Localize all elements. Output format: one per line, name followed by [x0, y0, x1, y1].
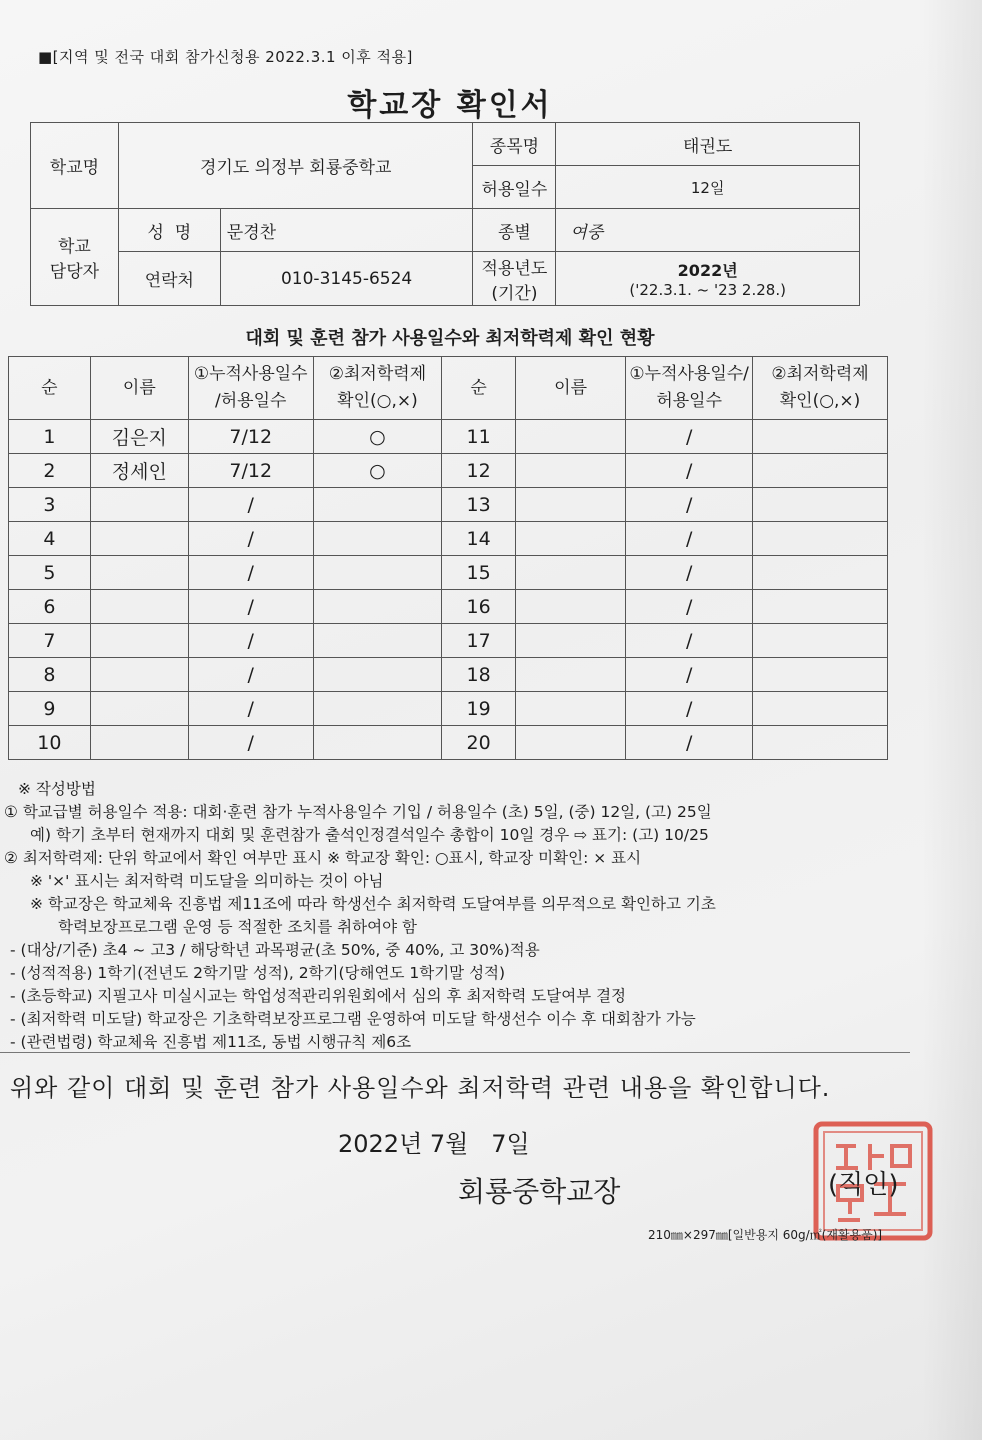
row-days-2: /	[626, 726, 753, 760]
col-name: 이름	[90, 357, 188, 420]
row-name	[90, 624, 188, 658]
row-check-2	[753, 556, 888, 590]
manager-label-line2: 담당자	[49, 262, 100, 282]
year-value	[556, 252, 860, 306]
row-name-2	[515, 658, 625, 692]
row-no: 4	[9, 522, 91, 556]
row-check-2	[753, 488, 888, 522]
row-no: 9	[9, 692, 91, 726]
row-no: 6	[9, 590, 91, 624]
col-days-2	[626, 357, 753, 420]
table-row	[9, 488, 888, 522]
gender-value: 여중	[556, 209, 860, 252]
row-no: 7	[9, 624, 91, 658]
note-line: - (최저학력 미도달) 학교장은 기초학력보장프로그램 운영하여 미도달 학생선수 이수 후 대회참가 가능	[10, 1010, 696, 1028]
row-days-2: /	[626, 624, 753, 658]
col-days-line1: ①누적사용일수	[193, 364, 308, 384]
row-name-2	[515, 488, 625, 522]
col-no: 순	[9, 357, 91, 420]
row-days: /	[188, 590, 313, 624]
col-days2-line2: 허용일수	[656, 391, 723, 411]
row-days-2: /	[626, 692, 753, 726]
row-days: 7/12	[188, 454, 313, 488]
section-title: 대회 및 훈련 참가 사용일수와 최저학력제 확인 현황	[245, 328, 655, 349]
name-label: 성 명	[118, 209, 220, 252]
row-days-2: /	[626, 454, 753, 488]
row-check-2	[753, 454, 888, 488]
row-name	[90, 522, 188, 556]
row-name	[90, 556, 188, 590]
row-name: 정세인	[90, 454, 188, 488]
row-no: 3	[9, 488, 91, 522]
row-no: 10	[9, 726, 91, 760]
row-no: 1	[9, 420, 91, 454]
principal-title: 회룡중학교장	[458, 1175, 621, 1208]
instructions	[4, 778, 914, 1054]
sport-label: 종목명	[473, 123, 556, 166]
row-name-2	[515, 726, 625, 760]
table-row	[9, 726, 888, 760]
row-name	[90, 488, 188, 522]
row-check-2	[753, 692, 888, 726]
row-days-2: /	[626, 590, 753, 624]
table-row	[9, 454, 888, 488]
row-days: /	[188, 522, 313, 556]
row-no-2: 11	[442, 420, 516, 454]
row-name	[90, 692, 188, 726]
col-days	[188, 357, 313, 420]
days-label: 허용일수	[473, 166, 556, 209]
row-name-2	[515, 590, 625, 624]
note-line: ※ 학교장은 학교체육 진흥법 제11조에 따라 학생선수 최저학력 도달여부를 의무적으로 확인하고 기초	[30, 895, 716, 913]
row-check	[313, 556, 442, 590]
table-row	[9, 590, 888, 624]
row-name: 김은지	[90, 420, 188, 454]
form-note: ■[지역 및 전국 대회 참가신청용 2022.3.1 이후 적용]	[38, 48, 413, 66]
note-line: - (관련법령) 학교체육 진흥법 제11조, 동법 시행규칙 제6조	[10, 1033, 412, 1051]
row-days: /	[188, 692, 313, 726]
note-line: ① 학교급별 허용일수 적용: 대회·훈련 참가 누적사용일수 기입 / 허용일수 (초) 5일, (중) 12일, (고) 25일	[4, 803, 712, 821]
col-min2-line1: ②최저학력제	[771, 364, 869, 384]
manager-label	[31, 209, 119, 306]
contact-label: 연락처	[118, 252, 220, 306]
row-days: 7/12	[188, 420, 313, 454]
row-check-2	[753, 726, 888, 760]
table-row	[9, 420, 888, 454]
name-value: 문경찬	[220, 209, 473, 252]
table-row	[9, 556, 888, 590]
col-min	[313, 357, 442, 420]
row-name-2	[515, 420, 625, 454]
year-value-line: 2022년	[677, 261, 738, 280]
row-name-2	[515, 692, 625, 726]
col-days2-line1: ①누적사용일수/	[629, 364, 749, 384]
row-no-2: 14	[442, 522, 516, 556]
row-check-2	[753, 624, 888, 658]
col-min-line1: ②최저학력제	[328, 364, 427, 384]
col-no-2: 순	[442, 357, 516, 420]
row-check	[313, 590, 442, 624]
note-line: 학력보장프로그램 운영 등 적절한 조치를 취하여야 함	[58, 918, 417, 936]
manager-label-line1: 학교	[58, 237, 91, 257]
row-days-2: /	[626, 420, 753, 454]
row-no: 2	[9, 454, 91, 488]
row-check	[313, 726, 442, 760]
table-row	[9, 658, 888, 692]
year-label-line1: 적용년도	[481, 258, 548, 279]
note-line: - (초등학교) 지필고사 미실시교는 학업성적관리위원회에서 심의 후 최저학력 도달여부 결정	[10, 987, 627, 1005]
period-value-line: ('22.3.1. ~ '23 2.28.)	[629, 281, 786, 299]
row-days: /	[188, 488, 313, 522]
days-value: 12일	[556, 166, 860, 209]
note-line: - (대상/기준) 초4 ~ 고3 / 해당학년 과목평균(초 50%, 중 40%, 고 30%)적용	[10, 941, 540, 959]
sport-value: 태권도	[556, 123, 860, 166]
paper-spec: 210㎜×297㎜[일반용지 60g/㎡(재활용품)]	[648, 1228, 883, 1242]
confirmation-text: 위와 같이 대회 및 훈련 참가 사용일수와 최저학력 관련 내용을 확인합니다.	[10, 1074, 831, 1102]
col-name-2: 이름	[515, 357, 625, 420]
note-line: 예) 학기 초부터 현재까지 대회 및 훈련참가 출석인정결석일수 총합이 10일 경우 ⇨ 표기: (고) 10/25	[30, 826, 709, 844]
col-min-line2: 확인(○,×)	[337, 391, 418, 411]
row-no-2: 17	[442, 624, 516, 658]
row-no-2: 18	[442, 658, 516, 692]
row-days: /	[188, 624, 313, 658]
row-no-2: 12	[442, 454, 516, 488]
row-name	[90, 590, 188, 624]
table-row	[9, 522, 888, 556]
divider	[0, 1052, 910, 1053]
year-label	[473, 252, 556, 306]
row-days: /	[188, 556, 313, 590]
table-row	[9, 624, 888, 658]
row-check	[313, 624, 442, 658]
table-row	[9, 692, 888, 726]
row-no-2: 13	[442, 488, 516, 522]
row-check	[313, 522, 442, 556]
row-name	[90, 726, 188, 760]
row-name-2	[515, 624, 625, 658]
row-check-2	[753, 420, 888, 454]
school-label: 학교명	[31, 123, 119, 209]
row-days-2: /	[626, 488, 753, 522]
school-info-table	[30, 122, 860, 306]
note-heading: ※ 작성방법	[18, 780, 96, 798]
row-no-2: 16	[442, 590, 516, 624]
row-days-2: /	[626, 522, 753, 556]
row-check	[313, 692, 442, 726]
document-title: 학교장 확인서	[347, 88, 553, 123]
gender-label: 종별	[473, 209, 556, 252]
row-days: /	[188, 726, 313, 760]
row-no: 8	[9, 658, 91, 692]
row-days-2: /	[626, 556, 753, 590]
row-check	[313, 488, 442, 522]
row-name-2	[515, 454, 625, 488]
note-line: ※ '×' 표시는 최저학력 미도달을 의미하는 것이 아님	[30, 872, 384, 890]
row-days: /	[188, 658, 313, 692]
contact-value: 010-3145-6524	[220, 252, 473, 306]
seal-label: (직인)	[828, 1170, 899, 1200]
roster-table	[8, 356, 888, 760]
col-min-2	[753, 357, 888, 420]
row-check-2	[753, 658, 888, 692]
row-no: 5	[9, 556, 91, 590]
row-check-2	[753, 522, 888, 556]
row-check: ○	[313, 420, 442, 454]
row-check: ○	[313, 454, 442, 488]
school-value: 경기도 의정부 회룡중학교	[118, 123, 473, 209]
issue-date: 2022년 7월 7일	[338, 1130, 530, 1158]
col-days-line2: /허용일수	[215, 391, 287, 411]
note-line: - (성적적용) 1학기(전년도 2학기말 성적), 2학기(당해연도 1학기말 성적)	[10, 964, 506, 982]
note-line: ② 최저학력제: 단위 학교에서 확인 여부만 표시 ※ 학교장 확인: ○표시, 학교장 미확인: × 표시	[4, 849, 642, 867]
year-label-line2: (기간)	[491, 283, 538, 304]
row-name-2	[515, 556, 625, 590]
row-no-2: 15	[442, 556, 516, 590]
row-no-2: 19	[442, 692, 516, 726]
row-name-2	[515, 522, 625, 556]
row-check-2	[753, 590, 888, 624]
row-check	[313, 658, 442, 692]
col-min2-line2: 확인(○,×)	[779, 391, 861, 411]
row-days-2: /	[626, 658, 753, 692]
row-no-2: 20	[442, 726, 516, 760]
row-name	[90, 658, 188, 692]
